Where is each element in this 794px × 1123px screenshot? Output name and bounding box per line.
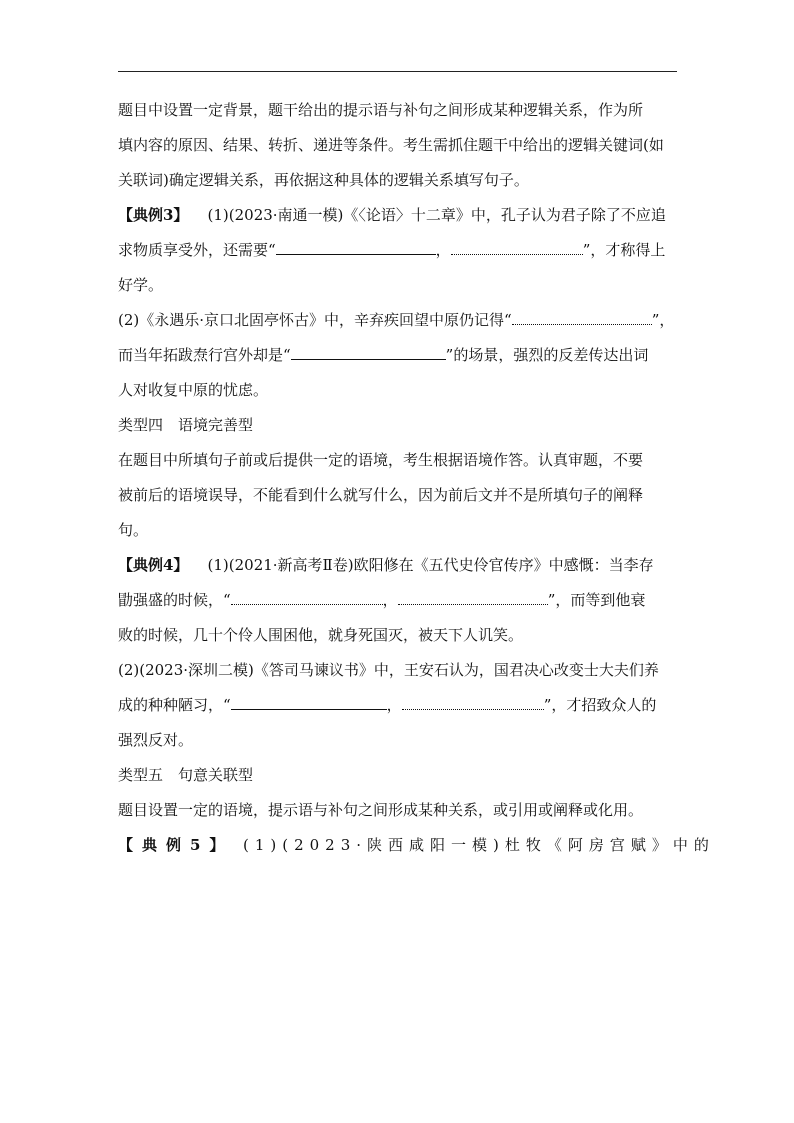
example-3-q1-text-a: 求物质享受外，还需要“ xyxy=(118,241,276,259)
intro-line-1: 题目中设置一定背景，题干给出的提示语与补句之间形成某种逻辑关系，作为所 xyxy=(118,101,644,119)
example-3-q1-line-3: 好学。 xyxy=(118,276,164,294)
example-3-q1-text-c: ”，才称得上 xyxy=(582,241,666,259)
example-5-q1-line-1 xyxy=(118,828,715,863)
example-5-label: 【典例5】 xyxy=(118,836,234,854)
example-4-q2-text-b: ， xyxy=(386,696,402,714)
example-4-q2-text-a: 成的种种陋习，“ xyxy=(118,696,231,714)
example-3-label: 【典例3】 xyxy=(118,206,189,224)
example-3-q2-text-c: 而当年拓跋焘行宫外却是“ xyxy=(118,346,291,364)
example-3-q1-text-b: ， xyxy=(435,241,451,259)
example-4-q1-text-b: ， xyxy=(382,591,398,609)
example-4-label: 【典例4】 xyxy=(118,556,189,574)
type-5-heading: 类型五 句意关联型 xyxy=(118,766,254,784)
intro-line-2: 填内容的原因、结果、转折、递进等条件。考生需抓住题干中给出的逻辑关键词(如 xyxy=(118,136,664,154)
example-4-q1-line-2 xyxy=(118,583,678,618)
example-3-q2-text-d: ”的场景，强烈的反差传达出词 xyxy=(445,346,649,364)
answer-blank[interactable] xyxy=(291,344,446,360)
type-4-desc-2: 被前后的语境误导，不能看到什么就写什么，因为前后文并不是所填句子的阐释 xyxy=(118,486,644,504)
example-4-q2-line-2 xyxy=(118,688,678,723)
example-3-q2-text-b: ”， xyxy=(651,311,675,329)
answer-blank[interactable] xyxy=(276,239,436,255)
example-4-q2-line-3: 强烈反对。 xyxy=(118,731,194,749)
type-5-desc: 题目设置一定的语境，提示语与补句之间形成某种关系，或引用或阐释或化用。 xyxy=(118,801,644,819)
answer-blank[interactable] xyxy=(231,694,387,710)
example-4-q2-line-1: (2)(2023·深圳二模)《答司马谏议书》中，王安石认为，国君决心改变士大夫们养 xyxy=(118,661,659,679)
example-4-q1-line-1 xyxy=(118,548,678,583)
example-3-q1-line-2 xyxy=(118,233,678,268)
answer-blank[interactable] xyxy=(231,589,383,605)
example-4-q2-text-c: ”，才招致众人的 xyxy=(543,696,657,714)
type-4-desc-3: 句。 xyxy=(118,521,149,539)
example-4-q1-text-a: 勖强盛的时候，“ xyxy=(118,591,231,609)
answer-blank[interactable] xyxy=(451,239,583,255)
example-4-q1-text-c: ”，而等到他衰 xyxy=(547,591,646,609)
answer-blank[interactable] xyxy=(398,589,548,605)
type-4-desc-1: 在题目中所填句子前或后提供一定的语境，考生根据语境作答。认真审题，不要 xyxy=(118,451,644,469)
intro-line-3: 关联词)确定逻辑关系，再依据这种具体的逻辑关系填写句子。 xyxy=(118,171,529,189)
example-4-q1-text: (1)(2021·新高考Ⅱ卷)欧阳修在《五代史伶官传序》中感慨：当李存 xyxy=(207,556,654,574)
example-3-q2-line-1 xyxy=(118,303,678,338)
answer-blank[interactable] xyxy=(402,694,544,710)
example-3-q1-text: (1)(2023·南通一模)《〈论语〉十二章》中，孔子认为君子除了不应追 xyxy=(207,206,666,224)
content xyxy=(118,93,715,863)
example-3-q2-line-2 xyxy=(118,338,678,373)
example-4-q1-line-3: 败的时候，几十个伶人围困他，就身死国灭，被天下人讥笑。 xyxy=(118,626,524,644)
example-3-q1-line-1 xyxy=(118,198,678,233)
example-3-q2-line-3: 人对收复中原的忧虑。 xyxy=(118,381,269,399)
type-4-heading: 类型四 语境完善型 xyxy=(118,416,254,434)
answer-blank[interactable] xyxy=(512,309,652,325)
example-3-q2-text-a: (2)《永遇乐·京口北固亭怀古》中，辛弃疾回望中原仍记得“ xyxy=(118,311,512,329)
example-5-q1-text: (1)(2023·陕西咸阳一模)杜牧《阿房宫赋》中的 xyxy=(242,836,715,854)
header-rule xyxy=(118,71,677,72)
